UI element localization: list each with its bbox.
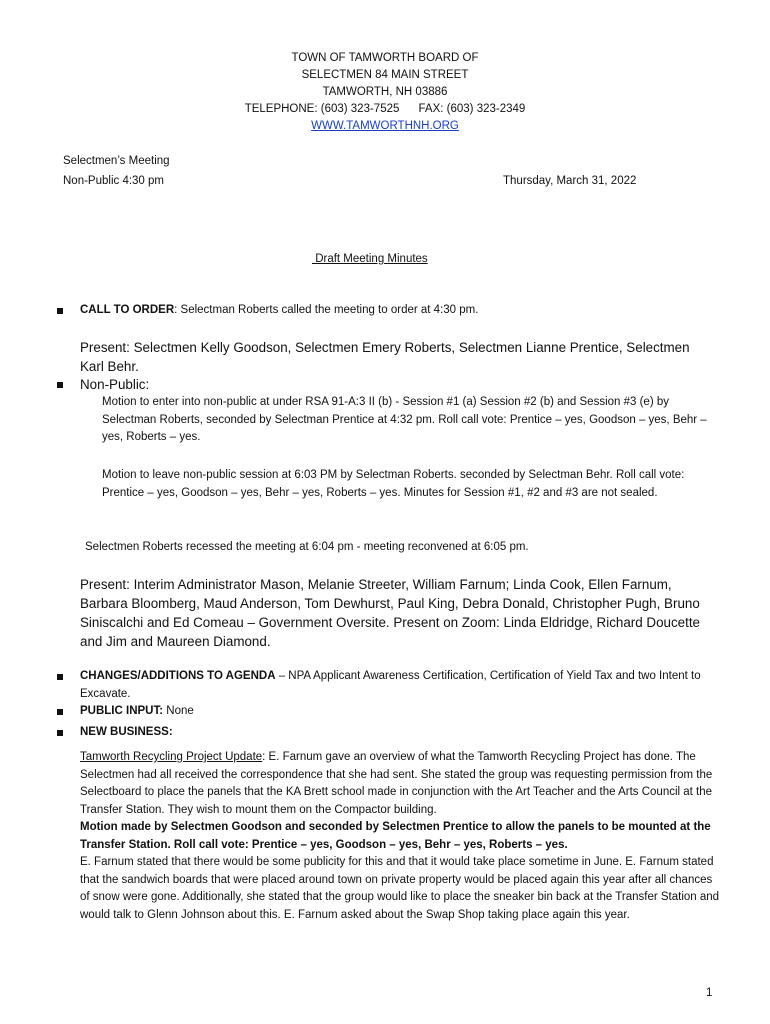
recycling-project-title: Tamworth Recycling Project Update	[80, 751, 263, 763]
bullet-icon	[57, 382, 63, 388]
letterhead	[0, 50, 770, 135]
meeting-session: Non-Public 4:30 pm	[63, 175, 164, 187]
recycling-followup: E. Farnum stated that there would be some publicity for this and that it would take place sometime in June. E. Farnum stated that the sandwich boards that were placed around town on private property would be placed again this year after all chances of snow were gone. Additionally, she stated that the group would like to place the sneaker bin back at the Transfer Station and would talk to Glenn Johnson about this. E. Farnum asked about the Swap Shop taking place again this year.	[80, 856, 720, 921]
public-input	[80, 703, 194, 721]
bullet-icon	[57, 730, 63, 736]
public-input-text: None	[163, 705, 194, 717]
non-public-motion-enter: Motion to enter into non-public at under RSA 91-A:3 II (b) - Session #1 (a) Session #2 (b) and Session #3 (e) by Selectman Roberts, seconded by Selectman Prentice at 4:32 pm. Roll call vote: Prentice – yes, Goodson – yes, Behr – yes, Roberts – yes.	[102, 396, 707, 443]
call-to-order	[80, 302, 478, 320]
bullet-icon	[57, 674, 63, 680]
recycling-project-text: : E. Farnum gave an overview of what the Tamworth Recycling Project has done. The Selectmen had all received the correspondence that she had sent. She stated the group was requesting permission from the Selectboard to place the panels that the KA Brett school made in conjunction with the Art Teacher and the Arts Council at the Transfer Station. They wish to mount them on the Compactor building.	[80, 751, 713, 816]
non-public-label: Non-Public:	[80, 377, 150, 392]
letterhead-line-4: TELEPHONE: (603) 323-7525 FAX: (603) 323-2349	[244, 103, 526, 115]
present-list-1: Present: Selectmen Kelly Goodson, Selectmen Emery Roberts, Selectmen Lianne Prentice, Selectmen Karl Behr.	[80, 340, 690, 374]
recess-note: Selectmen Roberts recessed the meeting at 6:04 pm - meeting reconvened at 6:05 pm.	[85, 541, 529, 553]
letterhead-line-1: TOWN OF TAMWORTH BOARD OF	[291, 52, 479, 64]
page-number: 1	[706, 987, 713, 999]
bullet-icon	[57, 709, 63, 715]
meeting-type: Selectmen’s Meeting	[63, 155, 170, 167]
changes-label: CHANGES/ADDITIONS TO AGENDA	[80, 670, 276, 682]
call-to-order-label: CALL TO ORDER	[80, 304, 175, 316]
letterhead-line-3: TAMWORTH, NH 03886	[322, 86, 448, 98]
call-to-order-text: : Selectman Roberts called the meeting to order at 4:30 pm.	[174, 304, 479, 316]
document-title: Draft Meeting Minutes	[312, 253, 428, 265]
new-business-label: NEW BUSINESS:	[80, 726, 173, 738]
letterhead-line-2: SELECTMEN 84 MAIN STREET	[301, 69, 469, 81]
recycling-motion: Motion made by Selectmen Goodson and seconded by Selectmen Prentice to allow the panels to be mounted at the Transfer Station. Roll call vote: Prentice – yes, Goodson – yes, Behr – yes, Roberts – yes.	[80, 821, 711, 851]
changes-to-agenda	[80, 668, 710, 703]
website-link[interactable]: WWW.TAMWORTHNH.ORG	[311, 120, 459, 132]
meeting-date: Thursday, March 31, 2022	[503, 175, 637, 187]
public-input-label: PUBLIC INPUT:	[80, 705, 164, 717]
non-public-motion-leave: Motion to leave non-public session at 6:03 PM by Selectman Roberts. seconded by Selectman Behr. Roll call vote: Prentice – yes, Goodson – yes, Behr – yes, Roberts – yes. Minutes for Session #1, #2 and #3 are not sealed.	[102, 469, 685, 499]
present-list-2: Present: Interim Administrator Mason, Melanie Streeter, William Farnum; Linda Cook, Ellen Farnum, Barbara Bloomberg, Maud Anderson, Tom Dewhurst, Paul King, Debra Donald, Christopher Pugh, Bruno Siniscalchi and Ed Comeau – Government Oversite. Present on Zoom: Linda Eldridge, Richard Doucette and Jim and Maureen Diamond.	[80, 577, 701, 649]
changes-text: – NPA Applicant Awareness Certification, Certification of Yield Tax and two Intent to Excavate.	[80, 670, 701, 700]
new-business-body	[80, 749, 720, 924]
bullet-icon	[57, 308, 63, 314]
